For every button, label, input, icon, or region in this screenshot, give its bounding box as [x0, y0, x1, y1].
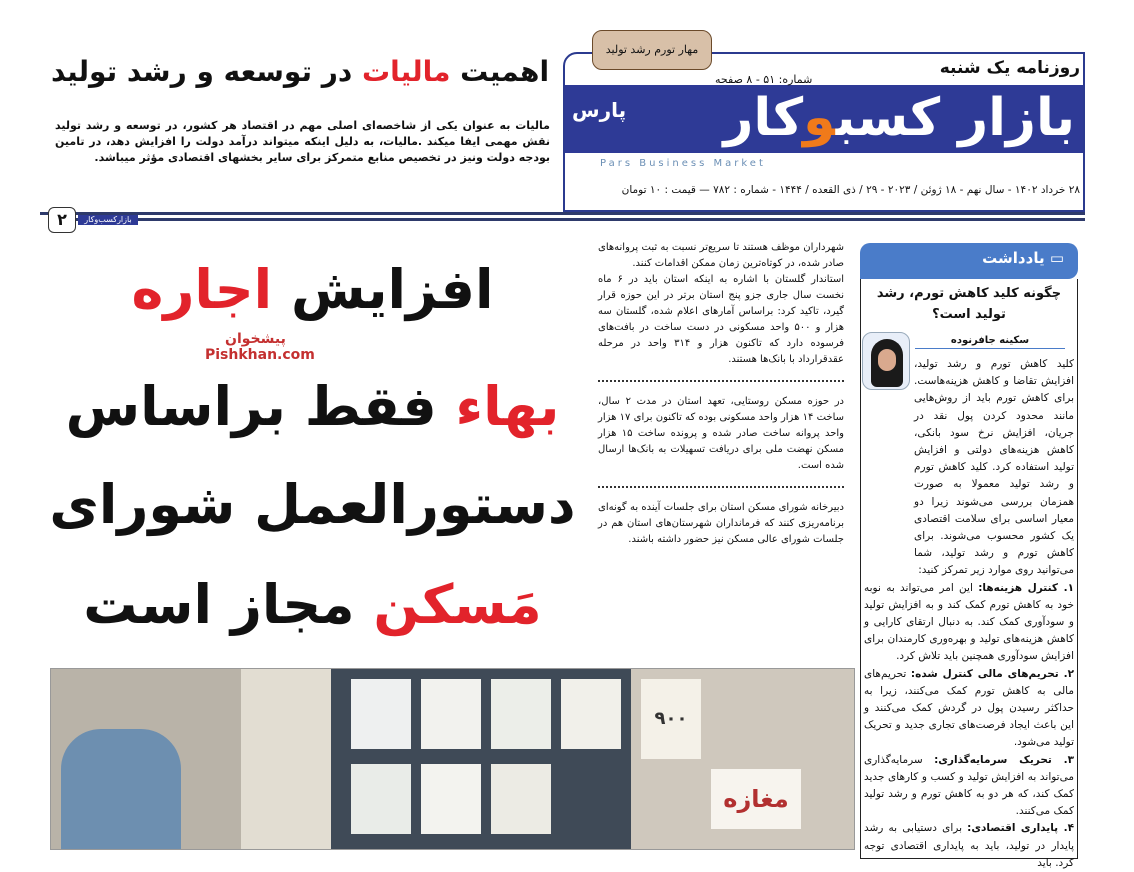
article-paragraph: استاندار گلستان با اشاره به اینکه استان باید در ۶ ماه نخست سال جاری جزو پنج استان برتر در این حوزه قرار گیرد، تاکید کرد: براساس آمارهای اعلام شده، گلستان سه هزار و ۵۰۰ واحد مسکونی در دست ساخت در بافت‌های فرسوده دارد که تاکنون هزار و ۳۱۴ واحد در مرحله عقدقرارداد با بانک‌ها هستند.	[598, 274, 844, 365]
tax-headline	[50, 55, 550, 88]
headline-line	[40, 565, 585, 645]
headline-line	[40, 250, 585, 330]
newspaper-logo	[630, 80, 1075, 156]
photo-sign: ۹۰۰	[641, 679, 701, 759]
headline-line	[40, 367, 585, 447]
dateline: ۲۸ خرداد ۱۴۰۲ - سال نهم - ۱۸ ژوئن / ۲۰۲۳ - ۲۹ / ذی القعده / ۱۴۴۴ - شماره : ۷۸۲ — قیمت : ۱۰ تومان	[621, 184, 1080, 196]
note-item	[864, 666, 1074, 752]
headline-highlight: مالیات	[361, 55, 451, 88]
dotted-divider	[598, 380, 844, 382]
headline-highlight: بهاء	[455, 375, 560, 438]
note-body	[864, 356, 1074, 872]
watermark-en: Pishkhan.com	[205, 347, 315, 363]
logo-pars: پارس	[572, 98, 627, 122]
issue-pages: شماره: ۵۱ - ۸ صفحه	[715, 73, 813, 86]
article-paragraph: شهرداران موظف هستند تا سریع‌تر نسبت به ثبت پروانه‌های صادر شده، در کوتاه‌ترین زمان ممکن اقدامات کنند.	[598, 242, 844, 269]
note-item-text: برای دستیابی به رشد پایدار در تولید، باید به پایداری اقتصادی توجه کرد. باید	[864, 822, 1074, 869]
real-estate-photo	[50, 668, 855, 850]
note-intro: کلید کاهش تورم و رشد تولید، افزایش تقاضا و کاهش هزینه‌هاست. برای کاهش تورم باید از روش‌هایی مانند محدود کردن پول نقد در جریان، افزایش نرخ سود بانکی، کاهش هزینه‌های دولتی و افزایش تولید استفاده کرد. کلید کاهش تورم و رشد تولید معمولا به صورت همزمان بررسی می‌شوند زیرا دو معیار اساسی برای سلامت اقتصادی یک کشور محسوب می‌شوند. برای کاهش تورم و رشد تولید، شما می‌توانید روی موارد زیر تمرکز کنید:	[914, 358, 1074, 577]
headline-text: فقط براساس	[65, 375, 456, 438]
divider	[40, 212, 1085, 215]
note-item-text: تحریم‌های مالی به کاهش تورم کمک می‌کنند، زیرا به حداکثر رسیدن پول در گردش کمک می‌کنند و این باعث ایجاد فرصت‌های تجاری جدید و تحریک تولید می‌شود.	[864, 667, 1074, 749]
note-header-label: یادداشت	[982, 249, 1045, 267]
note-item-label: ۲. تحریم‌های مالی کنترل شده:	[910, 667, 1074, 680]
note-title: چگونه کلید کاهش تورم، رشد تولید است؟	[876, 286, 1062, 322]
headline-text: دستورالعمل شورای	[49, 473, 576, 536]
page-number: ۲	[48, 207, 76, 233]
note-item-text: این امر می‌تواند به نوبه خود به کاهش تورم کمک کند و به افزایش تولید و سودآوری کمک کند. به دنبال ارتقای کارایی و کاهش هزینه‌های تولید و بهره‌وری کارمندان برای افزایش سودآوری همچنین باید تلاش کرد.	[864, 581, 1074, 663]
logo-part: بازار کسب	[835, 88, 1075, 148]
note-item-text: سرمایه‌گذاری می‌تواند به افزایش تولید و کسب و کارهای جدید کمک کند، که هر دو به کاهش تورم و رشد تولید کمک می‌کنند.	[864, 753, 1074, 818]
headline-line	[40, 465, 585, 545]
headline-text: مجاز است	[83, 573, 374, 636]
note-item	[864, 820, 1074, 872]
section-bar	[50, 218, 1085, 221]
note-icon: ▭	[1044, 249, 1064, 267]
headline-highlight: مَسکن	[373, 573, 542, 636]
logo-accent: و	[803, 88, 836, 148]
middle-column	[598, 240, 844, 548]
section-logo: بازارکسب‌وکار	[78, 215, 138, 225]
note-header	[860, 243, 1078, 279]
headline-text: در توسعه و رشد تولید	[50, 55, 362, 88]
author-name: سکینه جافرنوده	[915, 334, 1065, 349]
photo-sign: مغازه	[711, 769, 801, 829]
daily-label: روزنامه یک شنبه	[939, 58, 1080, 78]
headline-text: اهمیت	[450, 55, 550, 88]
headline-highlight: اجاره	[131, 258, 273, 321]
note-item	[864, 752, 1074, 821]
article-paragraph: در حوزه مسکن روستایی، تعهد استان در مدت ۲ سال، ساخت ۱۴ هزار واحد مسکونی بوده که تاکنون برای ۱۷ هزار واحد پروانه ساخت صادر شده و پرونده ساخت ۱۵ هزار مسکن نهضت ملی برای دریافت تسهیلات به بانک‌ها ارسال شده است.	[598, 396, 845, 471]
article-paragraph: دبیرخانه شورای مسکن استان برای جلسات آینده به گونه‌ای برنامه‌ریزی کنند که فرمانداران شهرستان‌های استان هم در جلسات شورای عالی مسکن نیز حضور داشته باشند.	[598, 502, 844, 545]
english-name: Pars Business Market	[600, 158, 766, 169]
dotted-divider	[598, 486, 844, 488]
headline-text: افزایش	[272, 258, 494, 321]
note-item-label: ۳. تحریک سرمایه‌گذاری:	[934, 753, 1074, 766]
note-item	[864, 580, 1074, 666]
tax-lead: مالیات به عنوان یکی از شاخصه‌ای اصلی مهم در اقتصاد هر کشور، در توسعه و رشد تولید نقش مهمی ایفا میکند .مالیات، به دلیل اینکه میتواند درآمد دولت را افزایش دهد، در تامین بودجه دولت ونیز در تخصیص منابع متمرکز برای سایر بخشهای اقتصادی مؤثر میباشد.	[55, 119, 550, 164]
note-item-label: ۴. پایداری اقتصادی:	[967, 822, 1074, 835]
logo-part: کار	[723, 88, 804, 148]
slogan-badge: مهار تورم رشد تولید	[592, 30, 712, 70]
note-item-label: ۱. کنترل هزینه‌ها:	[978, 581, 1075, 594]
watermark-fa: پیشخوان	[225, 331, 286, 347]
